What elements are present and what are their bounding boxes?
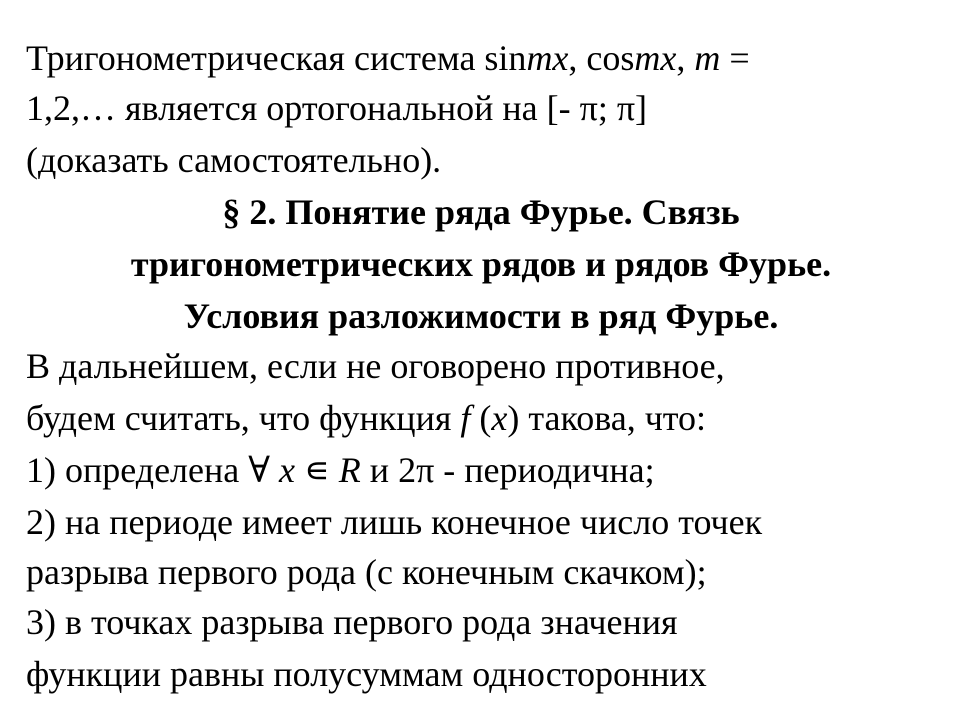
intro-text: = [720, 38, 750, 78]
condition-2-line-1: 2) на периоде имеет лишь конечное число точек [26, 502, 763, 542]
condition-3-line-1: 3) в точках разрыва первого рода значения [26, 602, 678, 642]
condition-3-line-2: функции равны полусуммам односторонних [26, 654, 707, 694]
math-variable: x [278, 450, 295, 490]
math-variable: x [491, 398, 508, 438]
intro-text: , cos [568, 38, 635, 78]
body-text: ) такова, что: [507, 398, 707, 438]
section-heading-line-2: тригонометрических рядов и рядов Фурье. [130, 244, 832, 284]
section-heading-line-3: Условия разложимости в ряд Фурье. [183, 296, 779, 336]
intro-line-3: (доказать самостоятельно). [26, 140, 442, 180]
math-variable: m [694, 38, 721, 78]
body-line-1: В дальнейшем, если не оговорено противное, [26, 346, 725, 386]
math-variable: mx [526, 38, 569, 78]
math-variable: mx [634, 38, 677, 78]
math-variable: R [338, 450, 361, 490]
intro-line-1 [26, 38, 750, 78]
body-text: ∊ [294, 450, 339, 490]
body-text: ( [470, 398, 492, 438]
intro-line-2: 1,2,… является ортогональной на [- π; π] [26, 88, 647, 128]
slide [26, 0, 936, 720]
condition-2-line-2: разрыва первого рода (с конечным скачком); [26, 552, 707, 592]
body-text: 1) определена ∀ [26, 450, 279, 490]
intro-text: Тригонометрическая система sin [26, 38, 527, 78]
condition-1 [26, 450, 655, 490]
body-line-2 [26, 398, 706, 438]
body-text: будем считать, что функция [26, 398, 461, 438]
math-variable: f [460, 398, 471, 438]
intro-text: , [676, 38, 695, 78]
section-heading-line-1: § 2. Понятие ряда Фурье. Связь [222, 192, 740, 232]
body-text: и 2π - периодична; [360, 450, 655, 490]
